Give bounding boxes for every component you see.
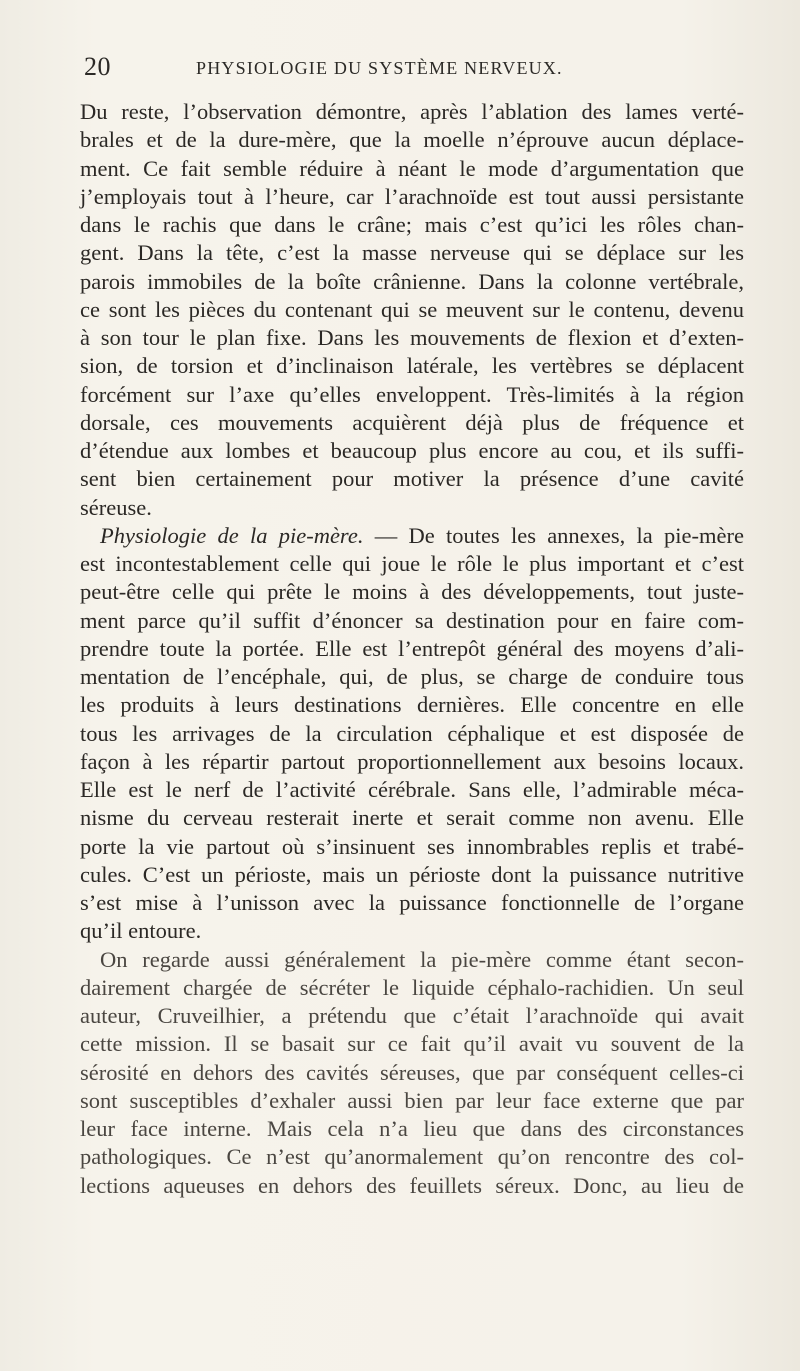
text-line: parois immobiles de la boîte crânienne. Dans la colonne vertébrale, xyxy=(80,268,744,294)
text-line: cules. C’est un périoste, mais un périoste dont la puissance nutritive xyxy=(80,861,744,887)
text-line: ment. Ce fait semble réduire à néant le mode d’argumentation que xyxy=(80,155,744,181)
text-line: qu’il entoure. xyxy=(80,918,202,944)
body-text xyxy=(80,98,744,1200)
text-line: ce sont les pièces du contenant qui se meuvent sur le contenu, devenu xyxy=(80,296,744,322)
text-line: d’étendue aux lombes et beaucoup plus encore au cou, et ils suffi- xyxy=(80,438,744,463)
text-line: dairement chargée de sécréter le liquide céphalo-rachidien. Un seul xyxy=(80,974,744,1000)
text-line: sérosité en dehors des cavités séreuses, que par conséquent celles-ci xyxy=(80,1059,744,1085)
text-line: sent bien certainement pour motiver la présence d’une cavité xyxy=(80,466,744,492)
text-line: mentation de l’encéphale, qui, de plus, se charge de conduire tous xyxy=(80,664,744,689)
text-line: pathologiques. Ce n’est qu’anormalement qu’on rencontre des col- xyxy=(80,1144,744,1170)
text-line: cette mission. Il se basait sur ce fait qu’il avait vu souvent de la xyxy=(80,1031,744,1057)
heading-continuation: — De toutes les annexes, la pie-mère xyxy=(363,522,744,548)
text-line: sont susceptibles d’exhaler aussi bien par leur face externe que par xyxy=(80,1087,744,1113)
text-line: Elle est le nerf de l’activité cérébrale. Sans elle, l’admirable méca- xyxy=(80,777,744,802)
text-line: forcément sur l’axe qu’elles enveloppent. Très-limités à la région xyxy=(80,381,744,407)
text-line: brales et de la dure-mère, que la moelle n’éprouve aucun déplace- xyxy=(80,127,744,153)
text-line: sion, de torsion et d’inclinaison latérale, les vertèbres se déplacent xyxy=(80,353,744,379)
section-heading: Physiologie de la pie-mère. xyxy=(100,522,364,548)
text-line: dans le rachis que dans le crâne; mais c’est qu’ici les rôles chan- xyxy=(80,212,744,237)
text-line: dorsale, ces mouvements acquièrent déjà plus de fréquence et xyxy=(80,409,744,435)
text-line: porte la vie partout où s’insinuent ses innombrables replis et trabé- xyxy=(80,833,744,859)
text-line: j’employais tout à l’heure, car l’arachnoïde est tout aussi persistante xyxy=(80,183,744,209)
text-line: peut-être celle qui prête le moins à des développements, tout juste- xyxy=(80,579,744,605)
text-line: leur face interne. Mais cela n’a lieu que dans des circonstances xyxy=(80,1116,744,1141)
text-line: gent. Dans la tête, c’est la masse nerveuse qui se déplace sur les xyxy=(80,240,744,266)
text-line: prendre toute la portée. Elle est l’entrepôt général des moyens d’ali- xyxy=(80,635,744,661)
text-line: est incontestablement celle qui joue le rôle le plus important et c’est xyxy=(80,551,744,576)
text-line: s’est mise à l’unisson avec la puissance fonctionnelle de l’organe xyxy=(80,890,744,915)
text-line: façon à les répartir partout proportionnellement aux besoins locaux. xyxy=(80,748,744,774)
text-line: séreuse. xyxy=(80,494,152,520)
text-line: auteur, Cruveilhier, a prétendu que c’était l’arachnoïde qui avait xyxy=(80,1003,744,1028)
page-number: 20 xyxy=(84,52,111,81)
page-header xyxy=(84,52,720,80)
text-line: les produits à leurs destinations dernières. Elle concentre en elle xyxy=(80,692,744,718)
text-line: Du reste, l’observation démontre, après l’ablation des lames verté- xyxy=(80,99,744,124)
section-heading-line xyxy=(80,522,744,550)
text-line: nisme du cerveau resterait inerte et serait comme non avenu. Elle xyxy=(80,805,744,831)
text-line: lections aqueuses en dehors des feuillets séreux. Donc, au lieu de xyxy=(80,1172,744,1198)
text-line: tous les arrivages de la circulation céphalique et est disposée de xyxy=(80,720,744,746)
text-line: ment parce qu’il suffit d’énoncer sa destination pour en faire com- xyxy=(80,607,744,633)
running-head: PHYSIOLOGIE DU SYSTÈME NERVEUX. xyxy=(196,58,563,78)
text-line: On regarde aussi généralement la pie-mère comme étant secon- xyxy=(100,946,744,972)
text-line: à son tour le plan fixe. Dans les mouvements de flexion et d’exten- xyxy=(80,325,744,350)
